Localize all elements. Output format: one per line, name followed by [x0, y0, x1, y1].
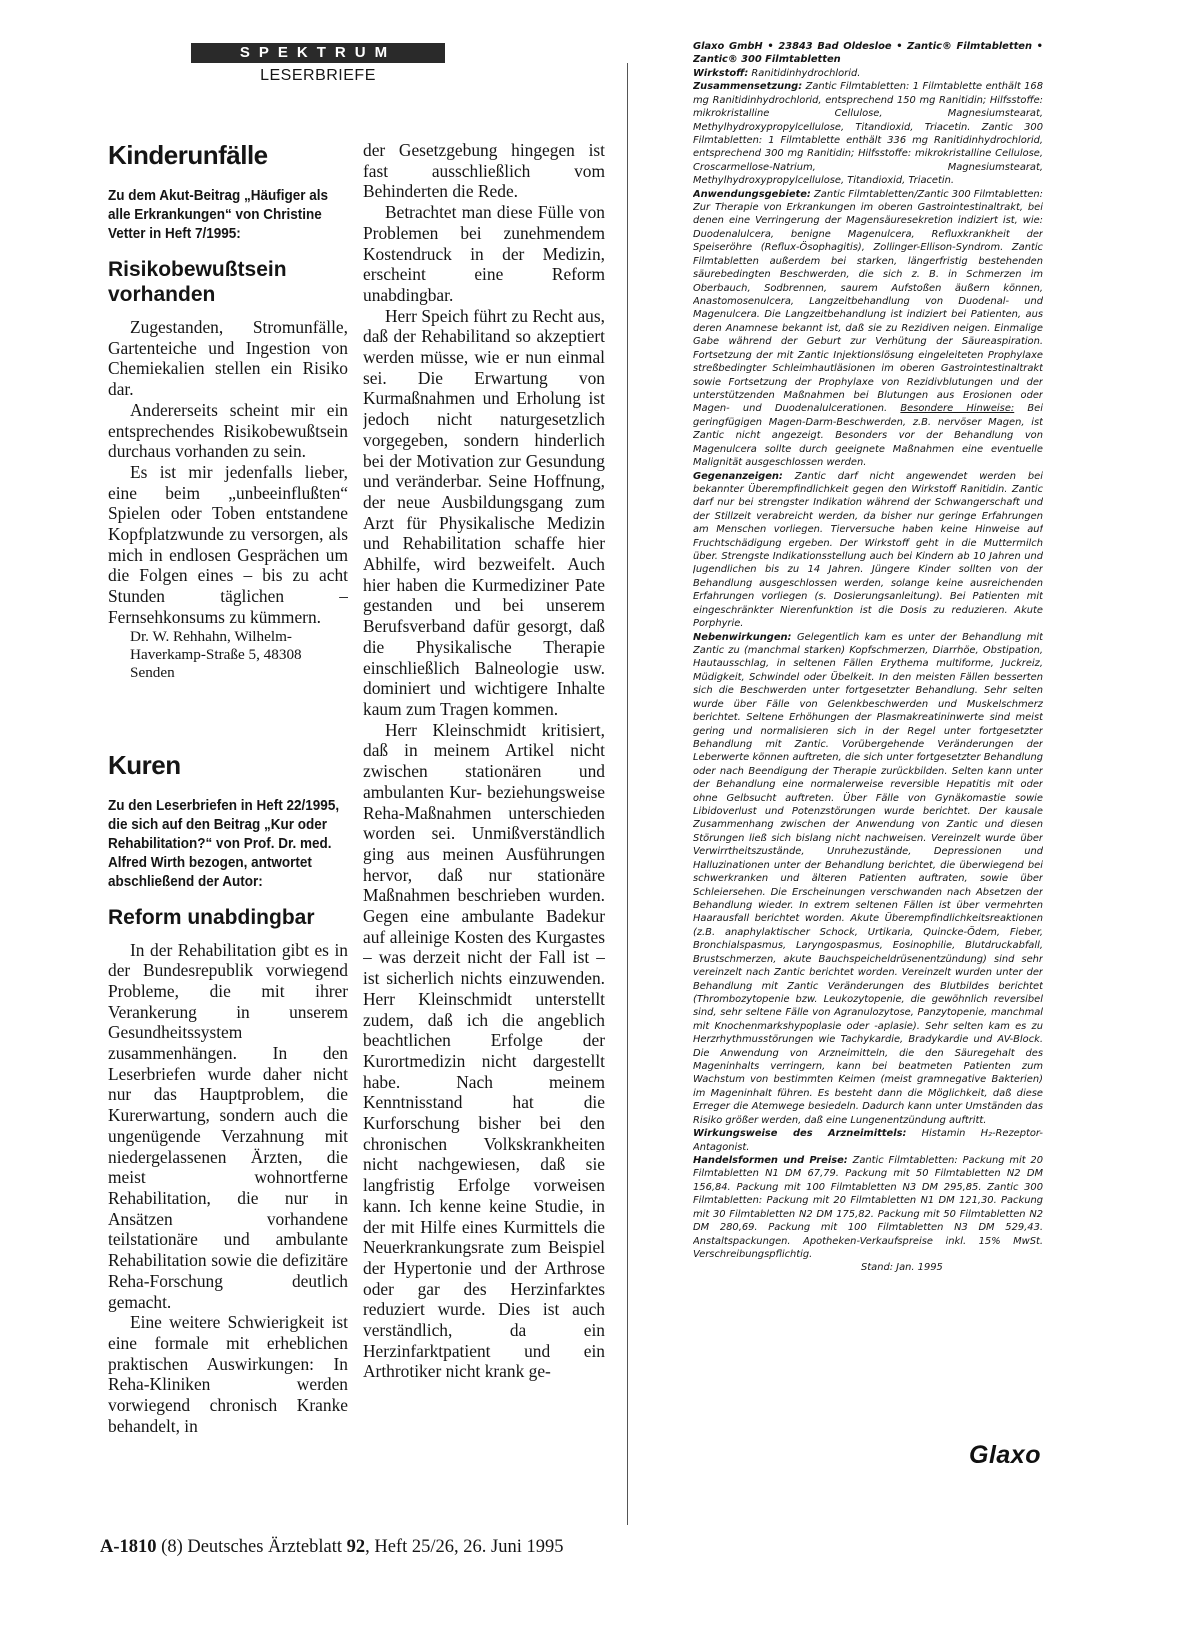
article-intro-kinderunfaelle: Zu dem Akut-Beitrag „Häufiger als alle Erkrankungen“ von Christine Vetter in Heft 7/1995: — [108, 187, 329, 242]
ad-text: Gelegentlich kam es unter der Behandlung mit Zantic zu (manchmal starken) Kopfschmerzen, Diarrhöe, Obstipation, Hautausschlag, in seltenen Fällen Erythema multiforme, Juckreiz, Müdigkeit, Schwindel oder Übelkeit. In den meisten Fällen besserten sich die Beschwerden unter fortgesetzter Behandlung. Sehr selten wurde über Fälle von Gelenkbeschwerden und Muskelschmerz berichtet. Seltene Erhöhungen der Plasmakreatininwerte sind meist gering und normalisieren sich in der Regel unter fortgesetzter Behandlung mit Zantic. Vorübergehende Veränderungen der Leberwerte können auftreten, die sich unter fortgesetzter Behandlung oder nach Beendigung der Therapie zurückbilden. Selten kann unter der Behandlung eine normalerweise reversible Hepatitis mit oder ohne Gelbsucht auftreten. Über Fälle von Gynäkomastie sowie Libidoverlust und Potenzstörungen wurde berichtet. Der kausale Zusammenhang zwischen der Anwendung von Zantic und diesen Störungen ließ sich bislang nicht nachweisen. Vereinzelt wurde über Verwirrtheitszustände, Unruhezustände, Depressionen und Halluzinationen unter der Behandlung berichtet, die überwiegend bei schwerkranken und älteren Patienten auftraten, sowie über Schleiersehen. Die Erscheinungen verschwanden nach Absetzen der Behandlung wieder. In extrem seltenen Fällen ist über vermehrten Haarausfall berichtet worden. Akute Überempfindlichkeitsreaktionen (z.B. anaphylaktischer Schock, Urtikaria, Quincke-Ödem, Fieber, Bronchialspasmus, Laryngospasmus, Eosinophilie, Blutdruckabfall, Brustschmerzen, akute Bauchspeicheldrüsenentzündung) sind sehr vereinzelt nach Zantic berichtet worden. Vereinzelt wurden unter der Behandlung mit Zantic Veränderungen des Blutbildes berichtet (Thrombozytopenie bzw. Leukozytopenie, die gewöhnlich reversibel sind, sehr seltene Fälle von Agranulozytose, Panzytopenie, manchmal mit Knochenmarkshypoplasie oder -aplasie). Sehr selten kam es zu Herzrhythmusstörungen wie Tachykardie, Bradykardie und AV-Block. Die Anwendung von Arzneimitteln, die den Säuregehalt des Mageninhalts verringern, kann bei beatmeten Patienten zum Wachstum von bestimmten Keimen (meist gramnegative Bakterien) im Mageninhalt führen. Es besteht dann die Möglichkeit, daß diese Erreger die Atemwege besiedeln. Dadurch kann unter Umständen das Risiko größer werden, daß eine Lungenentzündung auftritt. — [693, 631, 1043, 1126]
footer-issue: Heft 25/26, 26. Juni 1995 — [374, 1537, 564, 1557]
article-paragraph: In der Rehabilitation gibt es in der Bundesrepublik vorwiegend Probleme, die mit ihrer Verankerung in unserem Gesundheitssystem zusammenhängen. In den Leserbriefen wurde daher nicht nur das Hauptproblem, die Kurerwartung, sondern auch die ungenügende Verzahnung mit niedergelassenen Ärzten, die meist wohnortferne Rehabilitation, die nur in Ansätzen vorhandene teilstationäre und ambulante Rehabilitation sowie die defizitäre Reha-Forschung deutlich gemacht. — [108, 939, 348, 1312]
footer-journal: Deutsches Ärzteblatt — [187, 1537, 342, 1557]
letter-signature: Dr. W. Rehhahn, Wilhelm-Haverkamp-Straße 5, 48308 Senden — [130, 627, 302, 681]
ad-text: Zantic Filmtabletten: 1 Filmtablette enthält 168 mg Ranitidinhydrochlorid, entsprechend 150 mg Ranitidin; Hilfsstoffe: mikrokristalline Cellulose, Magnesiumstearat, Methylhydroxypropylcellulose, Titandioxid, Triacetin. Zantic 300 Filmtabletten: 1 Filmtablette enthält 336 mg Ranitidinhydrochlorid, entsprechend 300 mg Ranitidin; Hilfsstoffe: mikrokristalline Cellulose, Croscarmellose-Natrium, Magnesiumstearat, Methylhydroxypropylcellulose, Titandioxid, Triacetin. — [693, 81, 1043, 187]
glaxo-logo: Glaxo — [969, 1441, 1041, 1469]
ad-heading: Glaxo GmbH • 23843 Bad Oldesloe • Zantic® Filmtabletten • Zantic® 300 Filmtabletten — [693, 41, 1043, 66]
ad-stand-date: Stand: Jan. 1995 — [861, 1262, 943, 1274]
article-paragraph: Herr Speich führt zu Recht aus, daß der Rehabilitand so akzeptiert werden müsse, wie er nun einmal sei. Die Erwartung von Kurmaßnahmen und Erholung ist jedoch nicht naturgesetzlich vorgegeben, sondern hinderlich bei der Motivation zur Gesundung und veränderbar. Seine Hoffnung, der neue Ausbildungsgang zum Arzt für Physikalische Medizin und Rehabilitation schaffe hier Abhilfe, wird bezweifelt. Auch hier haben die Kurmediziner Pate gestanden und bei unserem Berufsverband dafür gesorgt, daß die Physikalische Therapie einschließlich Balneologie usw. dominiert und wichtigere Inhalte kaum zum Tragen kommen. — [363, 305, 605, 719]
ad-label: Zusammensetzung: — [693, 81, 803, 93]
ad-label: Wirkstoff: — [693, 67, 749, 79]
ad-text: Ranitidinhydrochlorid. — [748, 67, 861, 79]
article-subtitle-risikobewusstsein: Risikobewußtsein vorhanden — [108, 258, 287, 306]
ad-text: Zantic darf nicht angewendet werden bei bekannter Überempfindlichkeit gegen den Wirkstoff Ranitidin. Zantic darf nur bei strengster Indikation während der Schwangerschaft und der Stillzeit verabreicht werden, da bisher nur geringe Erfahrungen am Menschen vorliegen. Tierversuche haben keine Hinweise auf Fruchtschädigung ergeben. Der Wirkstoff geht in die Muttermilch über. Strengste Indikationsstellung auch bei Kindern ab 10 Jahren und Jugendlichen bis zu 14 Jahren. Jüngere Kinder sollten von der Behandlung ausgeschlossen werden, solange keine ausreichenden Erfahrungen vorliegen (s. Dosierungsanleitung). Bei Patienten mit eingeschränkter Nierenfunktion ist die Dosis zu reduzieren. Akute Porphyrie. — [693, 470, 1043, 630]
footer-volume: 92 — [346, 1537, 366, 1557]
ad-label: Wirkungsweise des Arzneimittels: — [693, 1128, 907, 1140]
section-header-bar: SPEKTRUM — [191, 43, 445, 63]
ad-label: Handelsformen und Preise: — [693, 1155, 848, 1167]
article-paragraph: Es ist mir jedenfalls lieber, eine beim „unbeeinflußten“ Spielen oder Toben entstandene Kopfplatzwunde zu versorgen, als mich in endlosen Gesprächen um die Folgen eines – bis zu acht Stunden täglichen – Fernsehkonsums zu kümmern. — [108, 461, 348, 627]
article-paragraph: Herr Kleinschmidt kritisiert, daß in meinem Artikel nicht zwischen stationären und ambulanten Kur- beziehungsweise Reha-Maßnahmen unterschieden worden sei. Unmißverständlich ging aus meinen Ausführungen hervor, daß nur stationäre Maßnahmen beschrieben wurden. Gegen eine ambulante Badekur auf alleinige Kosten des Kurgastes – was derzeit nicht der Fall ist – ist sicherlich nichts einzuwenden. Herr Kleinschmidt unterstellt zudem, daß ich die angeblich beachtlichen Erfolge der Kurortmedizin nicht dargestellt habe. Nach meinem Kenntnisstand hat die Kurforschung bisher bei den chronischen Volkskrankheiten nicht nachgewiesen, daß sie langfristig Erfolge vorweisen kann. Ich kenne keine Studie, in der mit Hilfe eines Kurmittels die Neuerkrankungsrate zum Beispiel der Hypertonie und der Arthrose oder gar des Herzinfarktes reduziert wurde. Dies ist auch verständlich, da ein Herzinfarktpatient und ein Arthrotiker nicht krank ge- — [363, 719, 605, 1382]
middle-text-column — [363, 140, 605, 1535]
ad-text: Zantic Filmtabletten: Packung mit 20 Filmtabletten N1 DM 67,79. Packung mit 50 Filmtabletten N2 DM 156,84. Packung mit 100 Filmtabletten N3 DM 295,85. Zantic 300 Filmtabletten: Packung mit 20 Filmtabletten N1 DM 121,30. Packung mit 30 Filmtabletten N2 DM 175,82. Packung mit 50 Filmtabletten N2 DM 280,69. Packung mit 100 Filmtabletten N3 DM 529,43. Anstaltspackungen. Apotheken-Verkaufspreise inkl. 15% MwSt. Verschreibungspflichtig. — [693, 1155, 1043, 1260]
ad-text: Bei geringfügigen Magen-Darm-Beschwerden, z.B. nervöser Magen, ist Zantic nicht angezeigt. Besonders vor der Behandlung von Magenulcera sollte durch geeignete Maßnahmen eine eventuelle Malignität ausgeschlossen werden. — [693, 403, 1043, 469]
left-text-column — [108, 140, 348, 1535]
ad-underlined-label: Besondere Hinweise: — [900, 403, 1015, 415]
article-paragraph: Zugestanden, Stromunfälle, Gartenteiche und Ingestion von Chemiekalien stellen ein Risiko dar. — [108, 317, 348, 400]
section-subheader: LESERBRIEFE — [260, 67, 376, 84]
footer-local-page: (8) — [161, 1537, 183, 1557]
drug-information-column — [693, 40, 1043, 1480]
article-paragraph: Betrachtet man diese Fülle von Problemen bei zunehmendem Kostendruck in der Medizin, erscheint eine Reform unabdingbar. — [363, 202, 605, 305]
ad-text: Histamin H₂-Rezeptor-Antagonist. — [693, 1128, 1043, 1153]
footer-page-number: A-1810 — [100, 1537, 157, 1557]
article-paragraph-continuation: der Gesetzgebung hingegen ist fast ausschließlich vom Behinderten die Rede. — [363, 140, 605, 202]
column-divider — [627, 63, 628, 1525]
ad-label: Gegenanzeigen: — [693, 470, 783, 482]
article-paragraph: Eine weitere Schwierigkeit ist eine formale mit erheblichen praktischen Auswirkungen: In Reha-Kliniken werden vorwiegend chronisch Kranke behandelt, in — [108, 1312, 348, 1436]
article-subtitle-reform: Reform unabdingbar — [108, 905, 315, 929]
page-footer: A-1810 (8) Deutsches Ärzteblatt 92, Heft 25/26, 26. Juni 1995 — [100, 1537, 564, 1557]
ad-label: Nebenwirkungen: — [693, 631, 792, 643]
article-title-kuren: Kuren — [108, 749, 181, 780]
ad-label: Anwendungsgebiete: — [693, 188, 811, 200]
article-intro-kuren: Zu den Leserbriefen in Heft 22/1995, die sich auf den Beitrag „Kur oder Rehabilitation?“ von Prof. Dr. med. Alfred Wirth bezogen, antwortet abschließend der Autor: — [108, 796, 340, 890]
article-paragraph: Andererseits scheint mir ein entsprechendes Risikobewußtsein durchaus vorhanden zu sein. — [108, 399, 348, 462]
ad-text: Zantic Filmtabletten/Zantic 300 Filmtabletten: Zur Therapie von Erkrankungen im oberen Gastrointestinaltrakt, bei denen eine Verringerung der Magensäuresekretion indiziert ist, wie: Duodenalulcera, benigne Magenulcera, Refluxkrankheit der Speiseröhre (Reflux-Ösophagitis), Zollinger-Ellison-Syndrom. Zantic Filmtabletten außerdem bei starken, längerfristig bestehenden säurebedingten Beschwerden, die sich z. B. in Schmerzen im Oberbauch, Sodbrennen, saurem Aufstoßen äußern können, Anastomosenulcera, Langzeitbehandlung von Duodenal- und Magenulcera. Die Langzeitbehandlung ist indiziert bei Patienten, aus deren Anamnese bekannt ist, daß sie zu Rezidiven neigen. Einmalige Gabe während der Geburt zur Verhütung der Säureaspiration. Fortsetzung der mit Zantic Injektionslösung eingeleiteten Prophylaxe streßbedingter Schleimhautläsionen im oberen Gastrointestinaltrakt sowie Fortsetzung der Prophylaxe von Rezidivblutungen und der unterstützenden Maßnahmen bei Blutungen aus Erosionen oder Magen- und Duodenalulcerationen. — [693, 188, 1043, 415]
article-title-kinderunfaelle: Kinderunfälle — [108, 140, 268, 170]
